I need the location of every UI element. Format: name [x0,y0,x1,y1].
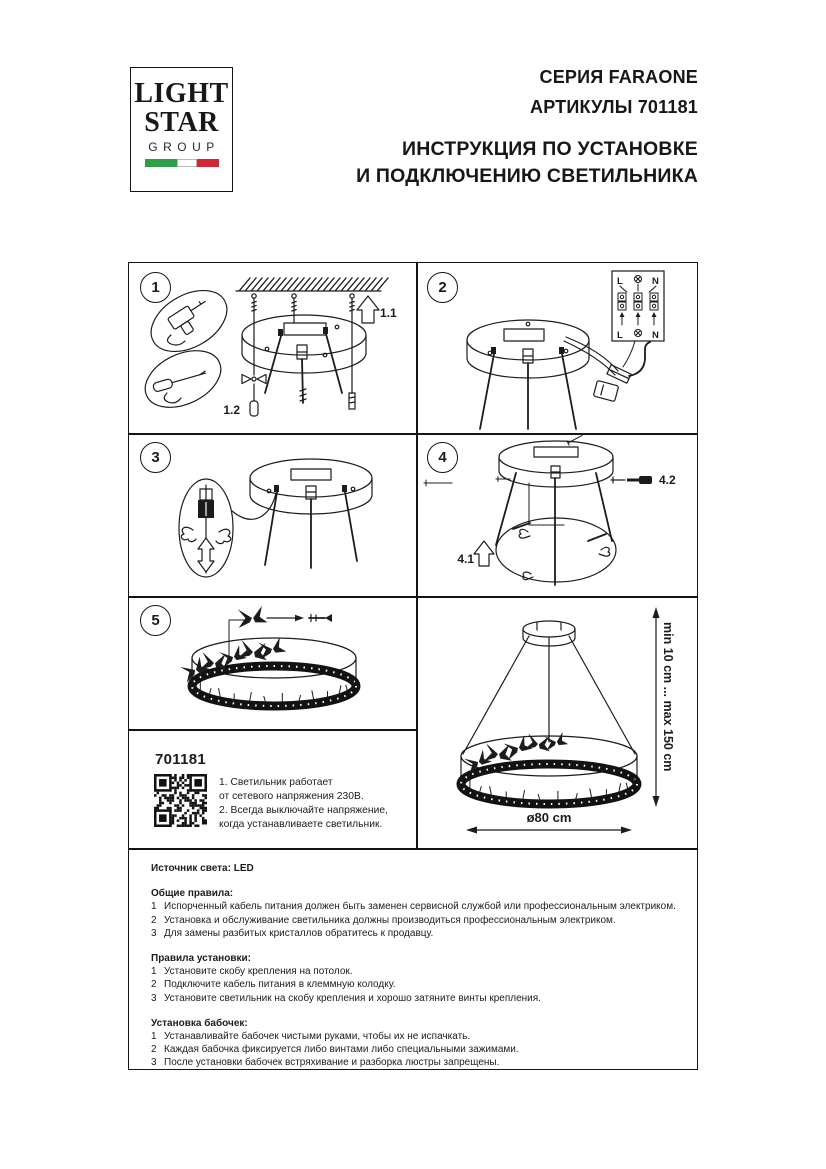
dimensions-drawing [416,596,699,848]
safety-note-line: от сетевого напряжения 230В. [219,791,364,802]
safety-notes [219,776,404,832]
label-4-2: 4.2 [659,473,676,487]
terminal-connector [593,341,650,402]
instruction-table [128,262,698,1070]
step-2-number: 2 [427,272,458,303]
rule-item: 2 Подключите кабель питания в клеммную колодку. [151,979,396,991]
rule-item: 3 Установите светильник на скобу крепления и хорошо затяните винты крепления. [151,992,541,1004]
panel-step-5 [129,596,416,729]
articles-title: АРТИКУЛЫ 701181 [530,97,698,117]
rule-item: 1 Испорченный кабель питания должен быть заменен сервисной службой или профессиональным электриком. [151,901,676,913]
label-4-1: 4.1 [457,552,474,566]
screwdriver-icon [611,476,652,484]
rule-item: 1 Устанавливайте бабочек чистыми руками, чтобы их не испачкать. [151,1031,471,1043]
mount-arrow [267,615,304,621]
label-1-1: 1.1 [380,306,397,320]
wall-plug-screws [252,294,354,313]
wiring-diagram [612,271,664,341]
rule-item: 1 Установите скобу крепления на потолок. [151,966,353,978]
terminal-n-bottom: N [652,330,659,341]
rule-item: 3 После установки бабочек встряхивание и разборка люстры запрещены. [151,1057,500,1069]
hand-icon [519,529,530,538]
logo-group: GROUP [148,140,220,154]
mounting-ring [499,441,613,487]
panel-step-3 [129,433,416,596]
header-titles [356,62,698,190]
rule-item: 3 Для замены разбитых кристаллов обратитесь к продавцу. [151,927,434,939]
safety-note-line: когда устанавливаете светильник. [219,819,383,830]
rules-section [129,848,699,1071]
suspension-cables [265,327,342,403]
diameter-label: ø80 cm [526,810,572,825]
step-4-number: 4 [427,442,458,473]
step-2-drawing [416,263,699,433]
section-title-install: Правила установки: [151,953,251,965]
doc-title-line2: И ПОДКЛЮЧЕНИЮ СВЕТИЛЬНИКА [356,165,698,187]
rule-item: 2 Каждая бабочка фиксируется либо винтами либо специальными зажимами. [151,1044,519,1056]
step-5-number: 5 [140,605,171,636]
screwdriver-icon [250,384,258,416]
step-1-number: 1 [140,272,171,303]
doc-title-line1: ИНСТРУКЦИЯ ПО УСТАНОВКЕ [401,138,698,160]
height-dimension [653,607,676,807]
arrow-up-icon [357,296,379,323]
terminal-l-top: L [617,276,623,287]
panel-step-1 [129,263,416,433]
panel-step-4 [416,433,699,596]
step-4-drawing [416,433,699,596]
height-range-label: min 10 cm ... max 150 cm [661,622,675,772]
step-3-number: 3 [140,442,171,473]
chandelier-ring-outline [496,518,616,582]
suspension-cables [480,347,576,429]
hand-icon [523,572,533,580]
section-title-butterflies: Установка бабочек: [151,1017,248,1029]
callout-line [232,493,276,519]
ceiling-hatch-icon [236,284,388,291]
terminal-l-bottom: L [617,330,623,341]
label-1-2: 1.2 [223,403,240,417]
lightstar-logo [130,67,233,192]
logo-star: STAR [144,107,219,138]
rule-item: 2 Установка и обслуживание светильника должны производиться профессиональным электриком. [151,914,616,926]
fixing-screw-icon [309,614,332,622]
safety-note-line: 1. Светильник работает [219,777,333,788]
panel-product [129,729,416,848]
wing-nut-icon [242,375,266,384]
section-title-general: Общие правила: [151,888,234,900]
panel-dimensions [416,596,699,848]
hand-icon [599,547,610,556]
series-title: СЕРИЯ FARAONE [539,67,698,87]
mounting-ring [242,315,366,373]
panel-step-2 [416,263,699,433]
article-number: 701181 [155,751,207,768]
qr-code [154,774,207,827]
terminal-n-top: N [652,276,659,287]
arrow-up-icon [474,541,494,566]
step-1-drawing [129,263,416,433]
cable-adjuster-detail [179,479,233,577]
light-source-line: Источник света: LED [151,863,254,874]
italian-flag-icon [145,159,219,167]
step-3-drawing [129,433,416,596]
step-5-drawing [129,596,416,729]
logo-light: LIGHT [134,78,229,109]
safety-note-line: 2. Всегда выключайте напряжение, [219,805,388,816]
diameter-dimension [466,810,632,834]
chandelier-ring [461,736,637,804]
